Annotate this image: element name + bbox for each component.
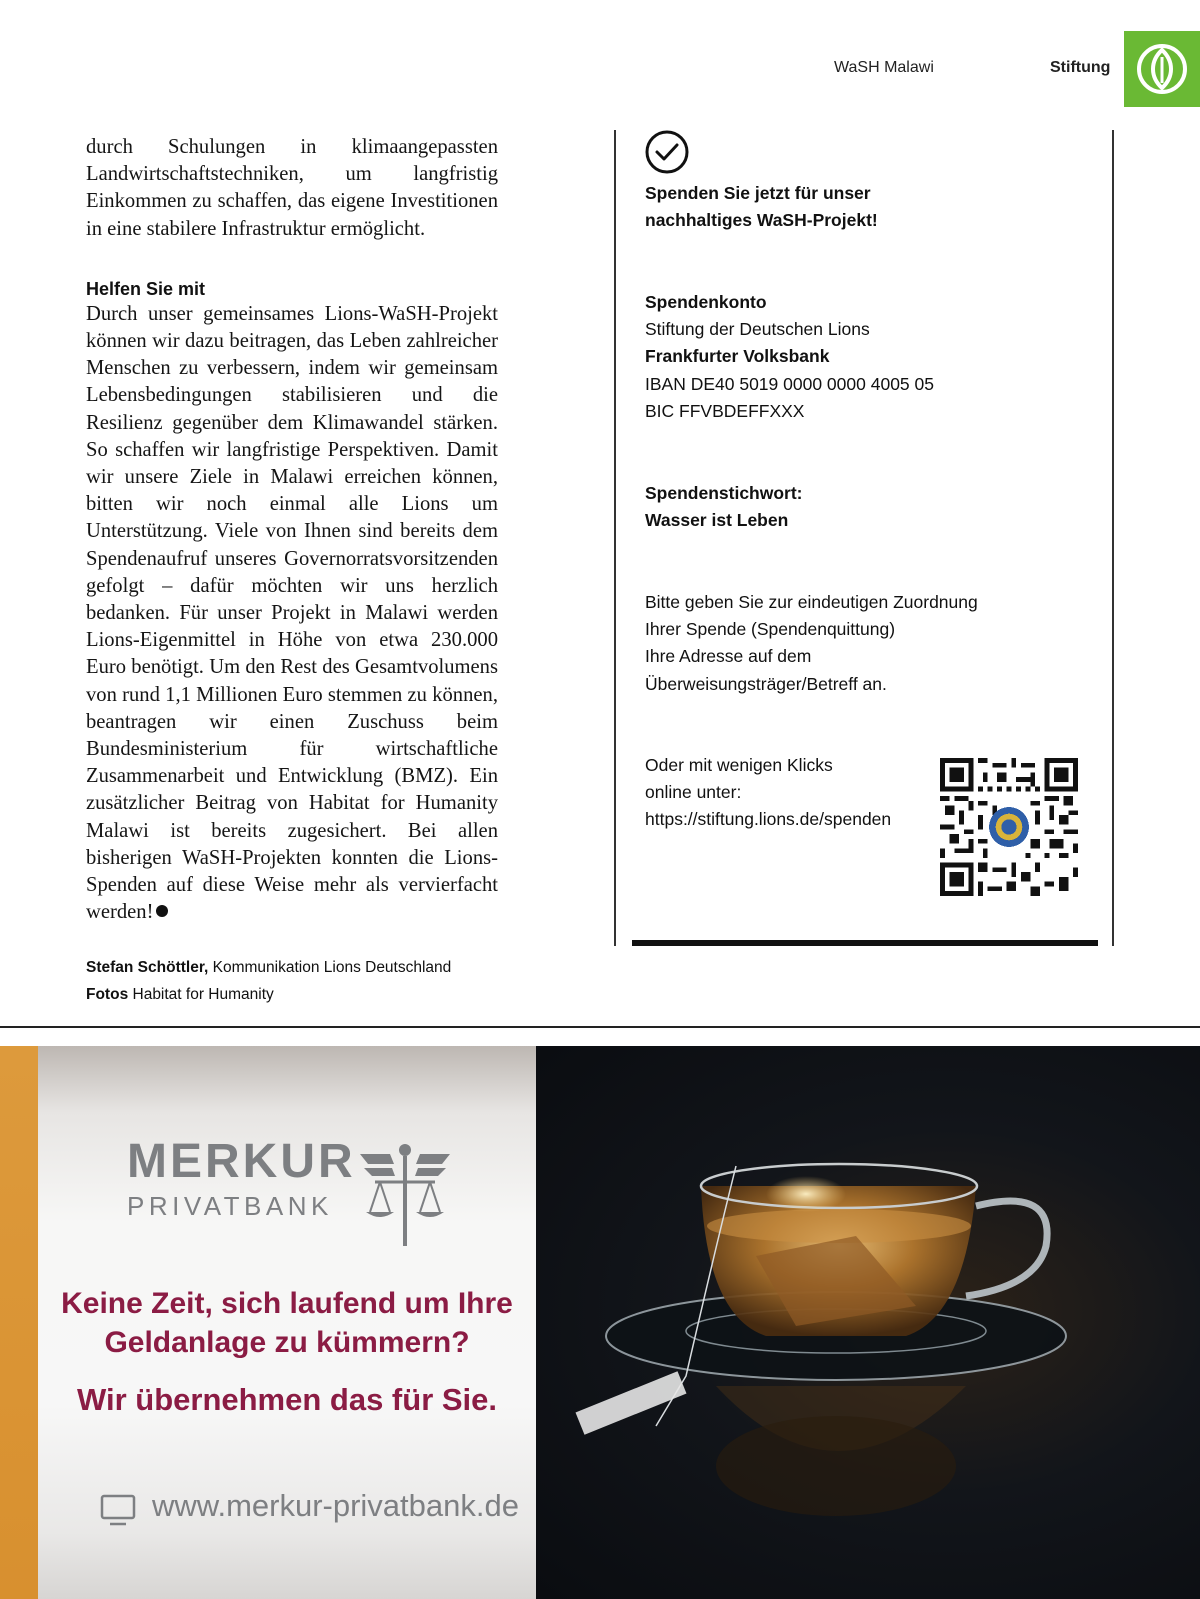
ad-side-bar <box>0 1046 38 1599</box>
author-name: Stefan Schöttler, <box>86 959 209 977</box>
box-left-border <box>614 130 616 946</box>
ad-headline-line-2: Geldanlage zu kümmern? <box>104 1326 470 1359</box>
tea-cup-photo <box>536 1046 1200 1599</box>
leaf-logo-icon <box>1124 31 1200 107</box>
iban: IBAN DE40 5019 0000 0000 4005 05 <box>645 373 934 394</box>
subheading: Helfen Sie mit <box>86 278 206 299</box>
note-line-2: Ihrer Spende (Spendenquittung) <box>645 619 896 640</box>
box-bottom-rule <box>632 940 1098 946</box>
photo-label: Fotos <box>86 986 129 1004</box>
account-label: Spendenkonto <box>645 292 767 312</box>
checkmark-circle-icon <box>645 130 689 174</box>
monitor-icon <box>100 1494 136 1526</box>
ad-headline <box>38 1284 536 1362</box>
ad-headline-line-1: Keine Zeit, sich laufend um Ihre <box>61 1287 513 1320</box>
bank-details <box>645 289 934 425</box>
article-column <box>86 134 498 1008</box>
keyword-label: Spendenstichwort: <box>645 483 803 503</box>
keyword-value: Wasser ist Leben <box>645 510 789 531</box>
header-publication: Stiftung <box>1050 59 1111 76</box>
note-line-3: Ihre Adresse auf dem <box>645 646 812 667</box>
bank-name: Frankfurter Volksbank <box>645 346 830 367</box>
body-text: Durch unser gemeinsames Lions-WaSH-Projekt können wir dazu beitragen, das Leben zahlreicher Menschen zu verbessern, indem wir gemeinsam Lebensbedingungen stabilisieren und die Resilienz gegenüber dem Klimawandel stärken. So schaffen wir langfristige Perspektiven. Damit wir unsere Ziele in Malawi erreichen können, bitten wir noch einmal alle Lions um Unterstützung. Viele von Ihnen sind bereits dem Spendenaufruf unseres Governorratsvorsitzenden gefolgt – dafür möchten wir uns herzlich bedanken. Für unser Projekt in Malawi werden Lions-Eigenmittel in Höhe von etwa 230.000 Euro benötigt. Um den Rest des Gesamtvolumens von rund 1,1 Millionen Euro stemmen zu können, beantragen wir einen Zuschuss beim Bundesministerium für wirtschaftliche Zusammenarbeit und Entwicklung (BMZ). Ein zusätzlicher Beitrag von Habitat for Humanity Malawi ist bereits zugesichert. Bei allen bisherigen WaSH-Projekten konnten die Lions-Spenden auf diese Weise mehr als vervierfacht werden! <box>86 302 498 924</box>
photo-line <box>86 981 498 1008</box>
brand-subtitle: PRIVATBANK <box>127 1191 333 1221</box>
caduceus-scales-icon <box>360 1142 450 1252</box>
intro-paragraph: durch Schulungen in klimaangepassten Landwirtschaftstechniken, um langfristig Einkommen zu schaffen, das eigene Investitionen in eine stabilere Infrastruktur ermöglicht. <box>86 136 498 240</box>
advertisement <box>0 1046 1200 1599</box>
donation-link[interactable]: https://stiftung.lions.de/spenden <box>645 809 892 830</box>
call-to-action <box>645 180 878 234</box>
online-donation <box>645 752 891 834</box>
photo-source: Habitat for Humanity <box>132 986 274 1004</box>
author-role: Kommunikation Lions Deutschland <box>212 959 452 977</box>
address-note <box>645 589 978 698</box>
header-section-title: WaSH Malawi <box>834 59 934 76</box>
online-line-2: online unter: <box>645 782 742 803</box>
box-right-border <box>1112 130 1114 946</box>
note-line-1: Bitte geben Sie zur eindeutigen Zuordnung <box>645 592 978 612</box>
note-line-4: Überweisungsträger/Betreff an. <box>645 673 887 694</box>
end-mark-icon <box>156 905 168 917</box>
brand-name: MERKUR <box>127 1135 356 1188</box>
cta-line-2: nachhaltiges WaSH-Projekt! <box>645 210 878 231</box>
donation-keyword <box>645 480 803 534</box>
qr-code-icon[interactable] <box>940 758 1078 896</box>
account-holder: Stiftung der Deutschen Lions <box>645 319 870 340</box>
cta-line-1: Spenden Sie jetzt für unser <box>645 183 871 203</box>
bic: BIC FFVBDEFFXXX <box>645 400 805 421</box>
online-line-1: Oder mit wenigen Klicks <box>645 755 833 775</box>
page-separator <box>0 1026 1200 1028</box>
ad-tagline: Wir übernehmen das für Sie. <box>76 1382 498 1417</box>
credits <box>86 954 498 1008</box>
body-paragraph <box>86 301 498 927</box>
ad-website-link[interactable]: www.merkur-privatbank.de <box>152 1488 519 1523</box>
author-line <box>86 954 498 981</box>
